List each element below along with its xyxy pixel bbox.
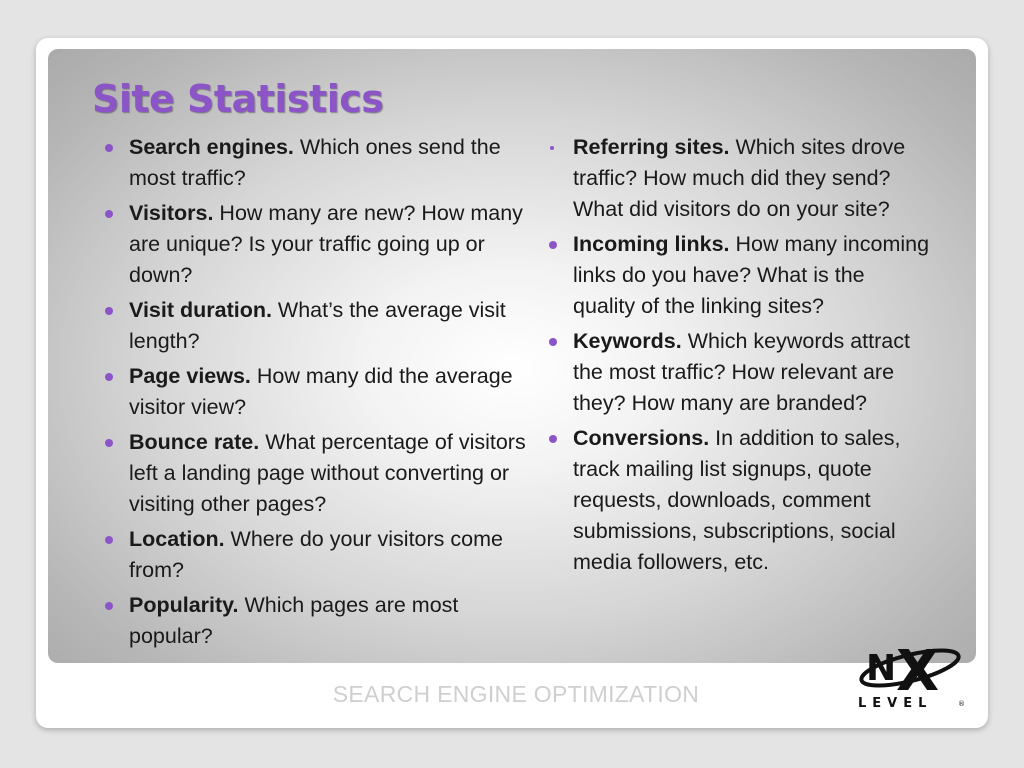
bullet-item-visitors [103, 198, 528, 291]
bullet-text: How many did the average visitor view? [129, 364, 513, 419]
bullet-item-visit-duration [103, 295, 528, 357]
bullet-item-keywords [547, 326, 932, 419]
bullet-icon [105, 536, 113, 544]
bullet-text: Which sites drove traffic? How much did they send? What did visitors do on your site? [573, 135, 906, 221]
bullet-term: Visitors. [129, 201, 214, 225]
bullet-term: Conversions. [573, 426, 710, 450]
bullet-term: Location. [129, 527, 225, 551]
bullet-icon [549, 435, 557, 443]
bullet-item-incoming-links [547, 229, 932, 322]
footer-title: SEARCH ENGINE OPTIMIZATION [332, 681, 700, 707]
svg-text:®: ® [958, 700, 965, 708]
bullet-icon [105, 210, 113, 218]
bullet-icon [105, 307, 113, 315]
bullet-term: Referring sites. [573, 135, 730, 159]
bullet-text: How many incoming links do you have? What is the quality of the linking sites? [573, 232, 930, 318]
bullet-text: What percentage of visitors left a landing page without converting or visiting other pages? [129, 430, 526, 516]
bullet-icon [105, 144, 113, 152]
content-panel [48, 49, 976, 663]
bullet-icon [550, 146, 554, 150]
bullet-term: Popularity. [129, 593, 239, 617]
bullet-text: In addition to sales, track mailing list signups, quote requests, downloads, comment submissions, subscriptions, social media followers, etc. [573, 426, 901, 574]
bullet-term: Incoming links. [573, 232, 730, 256]
bullet-icon [105, 439, 113, 447]
bullet-text: Where do your visitors come from? [129, 527, 503, 582]
bullet-term: Page views. [129, 364, 251, 388]
bullet-item-location [103, 524, 528, 586]
bullet-term: Search engines. [129, 135, 294, 159]
bullet-item-conversions [547, 423, 932, 578]
slide-title: Site Statistics [92, 77, 384, 121]
bullet-text: How many are new? How many are unique? Is your traffic going up or down? [129, 201, 523, 287]
bullet-item-referring-sites [547, 132, 932, 225]
bullet-term: Visit duration. [129, 298, 272, 322]
left-bullet-list [103, 132, 528, 656]
bullet-item-page-views [103, 361, 528, 423]
nxlevel-logo-icon [852, 628, 968, 718]
bullet-text: Which ones send the most traffic? [129, 135, 501, 190]
bullet-icon [105, 602, 113, 610]
bullet-text: Which pages are most popular? [129, 593, 459, 648]
svg-text:LEVEL: LEVEL [858, 696, 933, 711]
bullet-item-bounce-rate [103, 427, 528, 520]
bullet-item-search-engines [103, 132, 528, 194]
right-bullet-list [547, 132, 932, 582]
bullet-item-popularity [103, 590, 528, 652]
bullet-text: What’s the average visit length? [129, 298, 506, 353]
bullet-icon [105, 373, 113, 381]
bullet-icon [549, 338, 557, 346]
bullet-icon [549, 241, 557, 249]
bullet-term: Keywords. [573, 329, 682, 353]
bullet-term: Bounce rate. [129, 430, 260, 454]
svg-text:X: X [896, 639, 940, 704]
slide [36, 38, 988, 728]
bullet-text: Which keywords attract the most traffic? How relevant are they? How many are branded? [573, 329, 910, 415]
svg-text:N: N [866, 648, 897, 689]
